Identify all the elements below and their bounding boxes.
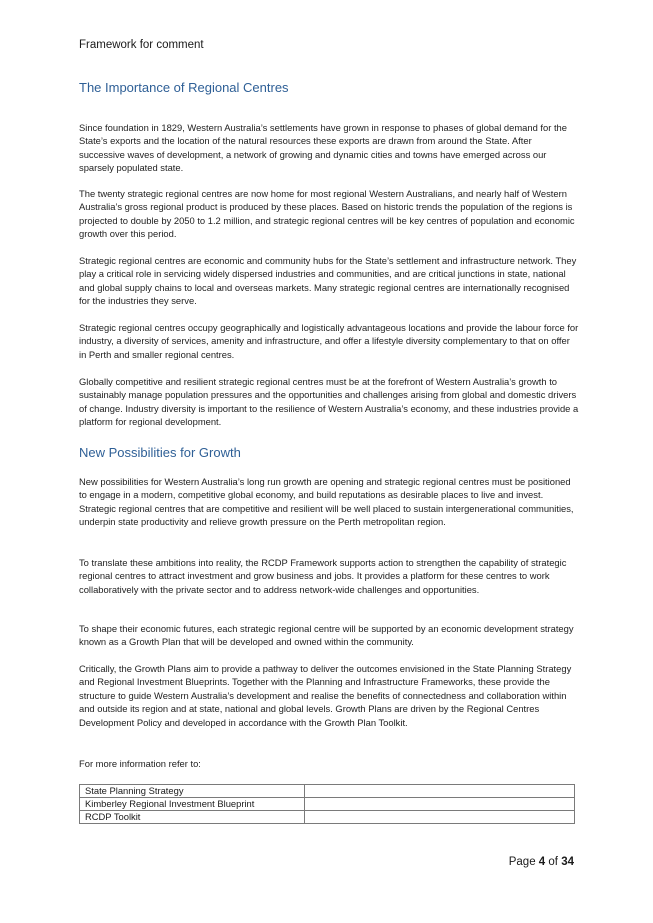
reference-link-cell <box>305 785 575 798</box>
page-word: Page <box>508 856 536 868</box>
page-number-footer <box>509 856 574 868</box>
section-heading-growth: New Possibilities for Growth <box>79 445 241 460</box>
table-row <box>80 798 575 811</box>
paragraph: To translate these ambitions into reality, the RCDP Framework supports action to strengthen the capability of strategic regional centres to attract investment and grow business and jobs. It provides a platform for these centres to work collaboratively with the private sector and to address network-wide challenges and opportunities. <box>79 557 567 595</box>
page-number: 4 <box>538 856 546 868</box>
paragraph: Strategic regional centres are economic and community hubs for the State’s settlement and infrastructure network. They play a critical role in servicing widely dispersed industries and communities, and are critical junctions in state, national and global supply chains to local and overseas markets. Many strategic regional centres are internationally recognised for the industries they serve. <box>79 255 577 307</box>
of-word: of <box>548 856 558 868</box>
paragraph: New possibilities for Western Australia’s long run growth are opening and strategic regional centres must be positioned to engage in a modern, competitive global economy, and build reputations as desirable places to live and invest. Strategic regional centres that are competitive and resilient will be well placed to sustain intergenerational communities, underpin state productivity and relieve growth pressure on the Perth metropolitan region. <box>79 476 574 528</box>
paragraph: Globally competitive and resilient strategic regional centres must be at the forefront of Western Australia’s growth to sustainably manage population pressures and the opportunities and challenges arising from global and domestic drivers of change. Industry diversity is important to the resilience of Western Australia’s economy, and these industries provide a platform for regional development. <box>79 376 579 428</box>
total-pages: 34 <box>561 856 574 868</box>
paragraph: The twenty strategic regional centres are now home for most regional Western Australians, and nearly half of Western Australia’s gross regional product is produced by these places. Based on historic trends the population of the regions is projected to double by 2050 to 1.2 million, and strategic regional centres will be key centres of population and economic growth over this period. <box>79 188 575 240</box>
paragraph: For more information refer to: <box>79 758 201 769</box>
paragraph: Since foundation in 1829, Western Australia’s settlements have grown in response to phases of global demand for the State’s exports and the location of the natural resources these exports are drawn from around the State. After successive waves of development, a network of growing and dynamic cities and towns have emerged across our sparsely populated state. <box>79 122 567 174</box>
paragraph: To shape their economic futures, each strategic regional centre will be supported by an economic development strategy known as a Growth Plan that will be developed and owned within the community. <box>79 623 574 648</box>
table-row <box>80 785 575 798</box>
reference-link-cell <box>305 811 575 824</box>
reference-name[interactable]: Kimberley Regional Investment Blueprint <box>80 798 305 811</box>
running-header: Framework for comment <box>79 39 204 51</box>
reference-name[interactable]: RCDP Toolkit <box>80 811 305 824</box>
table-row <box>80 811 575 824</box>
section-heading-importance: The Importance of Regional Centres <box>79 80 289 95</box>
paragraph: Critically, the Growth Plans aim to provide a pathway to deliver the outcomes envisioned in the State Planning Strategy and Regional Investment Blueprints. Together with the Planning and Infrastructure Frameworks, these provide the structure to guide Western Australia’s development and realise the benefits of connectedness and collaboration within and outside its region and at state, national and global levels. Growth Plans are driven by the Regional Centres Development Policy and developed in accordance with the Growth Plan Toolkit. <box>79 663 572 728</box>
references-table <box>79 784 575 824</box>
reference-name[interactable]: State Planning Strategy <box>80 785 305 798</box>
paragraph: Strategic regional centres occupy geographically and logistically advantageous locations and provide the labour force for industry, a diversity of services, amenity and infrastructure, and offer a lifestyle diversity complementary to that on offer in Perth and smaller regional centres. <box>79 322 579 360</box>
reference-link-cell <box>305 798 575 811</box>
